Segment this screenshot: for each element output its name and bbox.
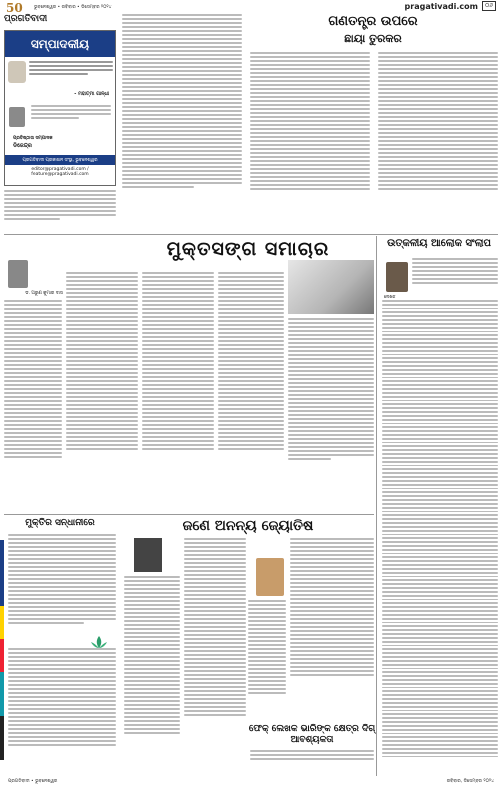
feature-col-1 [4, 300, 62, 512]
quote-attribution: - ମହାତ୍ମା ଗାନ୍ଧୀ [74, 91, 109, 97]
lower-center-headline: ଜଣେ ଅନନ୍ୟ ଜ୍ୟୋତିଷ [182, 518, 314, 534]
feature-image [288, 260, 374, 314]
top-middle-column [122, 14, 242, 234]
column-rule [376, 236, 377, 776]
feature-col-2 [66, 272, 138, 512]
page-number: ୦୬ [482, 1, 496, 11]
right-feature-photo [386, 262, 408, 292]
lower-left-body [8, 534, 116, 774]
feature-col-4 [218, 272, 284, 512]
founder-name: ଡିଜେନ୍ଦ୍ର [13, 143, 32, 149]
lower-center-col-4 [248, 600, 286, 720]
right-feature-caption: ଲେଖକ [384, 294, 396, 299]
anniversary-logo: 50 [6, 1, 23, 15]
feature-headline: ମୁକ୍ତସଙ୍ଗ ସମାଚାର [166, 238, 330, 260]
section-divider [4, 234, 498, 235]
editorial-title: ସମ୍ପାଦକୀୟ [5, 31, 115, 57]
masthead [4, 14, 116, 30]
editorial-body [4, 190, 116, 222]
brand-name: ପ୍ରଗତିବାଦୀ [4, 14, 48, 24]
right-feature-intro [412, 258, 498, 298]
lower-center-col-1 [124, 576, 180, 772]
founder-photo [9, 107, 25, 127]
astrologer-photo [256, 558, 284, 596]
lower-left-headline: ମୁକ୍ତିର ସନ୍ଧାନୀରେ [25, 518, 95, 528]
portrait-photo [134, 538, 162, 572]
page-header [0, 0, 500, 14]
lower-center-col-2 [184, 538, 246, 772]
gandhi-photo [8, 61, 26, 83]
editor-info [5, 101, 117, 149]
right-feature-body [382, 300, 498, 760]
lotus-icon [88, 634, 110, 650]
top-story-body-left [250, 52, 370, 232]
book-body [250, 750, 374, 774]
footer-right: ରବିବାର, ଡିସେମ୍ବର ୨୦୨୪ [446, 779, 494, 784]
editorial-quote [29, 61, 113, 77]
office-address: ପ୍ରଗତିବାଦୀ ପ୍ରକାଶନ ସଂସ୍ଥା, ଭୁବନେଶ୍ୱର [5, 155, 115, 165]
color-strip [0, 540, 4, 760]
top-story-body-right [378, 52, 498, 232]
top-story-headline: ଗଣତନ୍ତ୍ର ଉପରେ [328, 14, 418, 29]
editorial-box [4, 30, 116, 186]
top-story-subhead: ଛାୟା ତୁରକର [344, 32, 402, 45]
feature-col-3 [142, 272, 214, 512]
dateline: ଭୁବନେଶ୍ୱର • ରବିବାର • ଡିସେମ୍ବର ୨୦୨୪ [34, 5, 112, 10]
lower-center-col-3 [290, 538, 374, 718]
author-photo [8, 260, 28, 288]
lower-divider [4, 514, 374, 515]
feature-col-5 [288, 318, 374, 512]
site-url[interactable]: pragativadi.com [404, 2, 478, 11]
founder-caption: ପ୍ରତିଷ୍ଠାତା ସମ୍ପାଦକ [13, 136, 53, 141]
footer-left: ପ୍ରଗତିବାଦୀ • ଭୁବନେଶ୍ୱର [8, 779, 58, 784]
book-headline: ଫେକ୍ ଲେଖକ ଭାରିଙ୍କ କ୍ଷେତ୍ର ଦିଗ୍ ଆବଶ୍ୟକତା [248, 724, 376, 745]
contact-email[interactable]: editor@pragativadi.com / feature@pragativadi.com [31, 167, 89, 177]
page-footer [0, 776, 500, 788]
feature-byline: ଡ. ଅରୁଣ କୁମାର ଦାସ [25, 291, 63, 296]
right-feature-headline: ଉତ୍କଳୀୟ ଆଲୋକ ସଂଲାପ [387, 238, 491, 249]
